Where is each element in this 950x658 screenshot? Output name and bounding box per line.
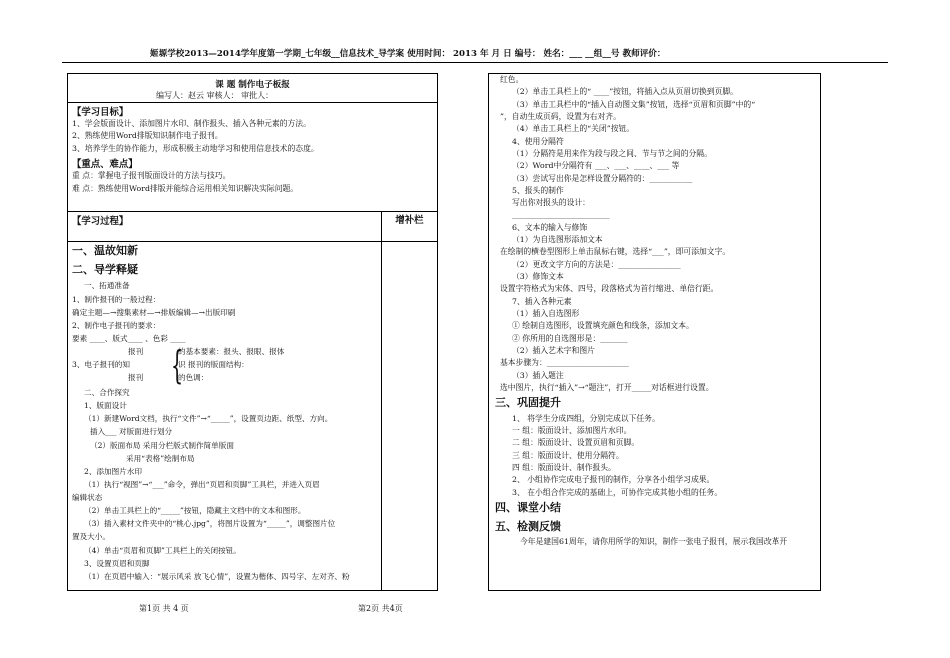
page-number-right: 第2页 共4页	[358, 604, 403, 613]
text-line: （1）插入自选图形	[512, 308, 580, 318]
supplement-heading: 增补栏	[395, 215, 424, 226]
text-line: （2）插入艺术字和图片	[512, 345, 595, 355]
lesson-title: 课 题 制作电子板报	[215, 80, 290, 90]
text-line: 识 报刊的版面结构：	[178, 360, 249, 370]
text-line: 3、 在小组合作完成的基础上，可协作完成其他小组的任务。	[512, 487, 723, 497]
text-line: （3）修饰文本	[512, 272, 564, 281]
text-line: 四 组：版面设计、制作报头。	[512, 463, 616, 473]
text-line: （1）新建Word文档，执行“文件”→“_____”，设置页边距、纸型、方向。	[84, 414, 333, 424]
text-line: 3、设置页眉和页脚	[84, 558, 150, 568]
text-line: 的色调：	[178, 373, 209, 383]
supplement-column	[381, 211, 437, 591]
page-header: 姬塬学校2013—2014学年度第一学期_七年级__信息技术_导学案 使用时间： 2013 年 月 日 编号： 姓名：___ __组__号 教师评价：	[150, 49, 666, 59]
text-line: 写出你对报头的设计：	[512, 198, 590, 208]
goal-item: 2、熟练使用Word排版知识制作电子报刊。	[72, 131, 223, 141]
text-line: 选中图片，执行“插入”→“题注”，打开_____对话框进行设置。	[500, 382, 714, 392]
text-line: 3、电子报刊的知	[72, 360, 130, 370]
text-line: 三 组：版面设计、使用分隔符。	[512, 450, 624, 460]
text-line: 报刊	[128, 347, 144, 356]
brace-right-labels	[178, 345, 284, 384]
text-line: _________________________	[512, 210, 610, 220]
curly-brace-icon: {	[171, 343, 184, 387]
text-line: （2）单击工具栏上的“_____”按钮，隐藏主文档中的文本和图形。	[84, 506, 306, 516]
text-line: 1、版面设计	[84, 401, 127, 411]
text-line: （4）单击“页眉和页脚”工具栏上的关闭按钮。	[84, 545, 241, 555]
text-line: （1）执行“视图”→“___”命令，弹出“页眉和页脚”工具栏，并进入页眉	[84, 479, 320, 489]
goals-block	[68, 102, 437, 195]
header-rule	[62, 62, 888, 63]
text-line: （2）版面布局 采用分栏版式制作简单版面	[90, 440, 234, 450]
text-line: 红色。	[500, 75, 524, 84]
text-line: （3）插入素材文件夹中的“桃心.jpg”，将图片设置为“_____”，调整图片位	[84, 519, 336, 529]
text-line: ”，自动生成页码，设置为右对齐。	[500, 111, 621, 121]
right-column	[488, 73, 821, 591]
text-line: 4、使用分隔符	[512, 136, 564, 146]
section-feedback: 五、检测反馈	[495, 519, 561, 533]
text-line: （4）单击工具栏上的“关闭”按钮。	[512, 124, 635, 134]
text-line: 2、制作电子报刊的要求：	[72, 320, 161, 330]
text-line: （3）插入题注	[512, 370, 564, 380]
writers-line: 编写人：赵云 审核人： 审批人：	[156, 91, 274, 100]
text-line: 二 组：版面设计、设置页眉和页脚。	[512, 438, 640, 448]
text-line: 1、 将学生分成四组，分别完成以下任务。	[512, 413, 660, 423]
section-guide: 二、导学释疑	[72, 262, 138, 276]
text-line: （2）Word中分隔符有 ___、___、____、___ 等	[512, 161, 680, 171]
text-line: 2、添加图片水印	[84, 466, 142, 476]
text-line: 一 组：版面设计、添加图片水印。	[512, 426, 632, 436]
text-line: 编辑状态	[72, 493, 103, 502]
left-column	[67, 73, 438, 591]
text-line: （1）在页眉中输入：“展示风采 放飞心情”，设置为楷体、四号字、左对齐、粉	[84, 571, 350, 581]
text-line: 5、报头的制作	[512, 185, 564, 195]
text-line: 2、 小组协作完成电子报刊的制作，分享各小组学习成果。	[512, 475, 715, 485]
section-consolidate: 三、巩固提升	[495, 396, 561, 410]
text-line: 基本步骤为：_____________________	[500, 358, 629, 368]
text-line: ② 你所用的自选图形是：_______	[512, 333, 628, 343]
key-item: 重 点：掌握电子报刊版面设计的方法与技巧。	[72, 171, 231, 181]
text-line: 置及大小。	[72, 532, 110, 542]
text-line: （2）更改文字方向的方法是：________________	[512, 259, 681, 269]
text-line: （1）分隔符是用来作为段与段之间、节与节之间的分隔。	[512, 148, 712, 158]
key-heading: 【重点、难点】	[72, 159, 138, 171]
text-line: 的基本要素：报头、报眼、报体	[178, 347, 285, 356]
text-line: 今年是建国61周年，请你用所学的知识，制作一张电子报刊，展示我国改革开	[520, 537, 788, 547]
text-line: 二、合作探究	[84, 388, 130, 397]
text-line: （3）尝试写出你是怎样设置分隔符的：___________	[512, 173, 693, 183]
goal-item: 3、培养学生的协作能力，形成积极主动地学习和使用信息技术的态度。	[72, 143, 319, 153]
text-line: （3）单击工具栏中的“插入自动图文集”按钮，选择“页眉和页脚”中的“	[512, 99, 756, 109]
goals-heading: 【学习目标】	[72, 107, 129, 118]
text-line: （2）单击工具栏上的“ ____”按钮，将插入点从页眉切换到页脚。	[512, 87, 738, 97]
text-line: 插入___ 对版面进行划分	[90, 427, 173, 437]
goal-item: 1、学会版面设计、添加图片水印、制作报头、插入各种元素的方法。	[72, 119, 311, 128]
text-line: 确定主题—→搜集素材—→排版编辑—→出版印刷	[72, 307, 236, 317]
section-review: 一、温故知新	[72, 244, 138, 257]
text-line: 一、拓通准备	[84, 281, 130, 291]
brace-left-labels	[72, 345, 143, 384]
text-line: 在绘制的横卷型图形上单击鼠标右键，选择“___”，即可添加文字。	[500, 247, 731, 257]
key-item: 难 点：熟练使用Word排版并能综合运用相关知识解决实际问题。	[72, 183, 299, 193]
text-line: （1）为自选图形添加文本	[512, 235, 603, 245]
text-line: 采用“表格”绘制布局	[126, 453, 195, 463]
text-line: ① 绘制自选图形，设置填充颜色和线条，添加文本。	[512, 321, 694, 331]
text-line: 7、插入各种元素	[512, 296, 572, 306]
text-line: 6、文本的输入与修饰	[512, 222, 588, 232]
page-number-left: 第1页 共 4 页	[139, 604, 189, 613]
section-summary: 四、课堂小结	[495, 501, 561, 514]
brace-group	[68, 345, 382, 386]
process-body	[68, 242, 382, 583]
text-line: 1、制作报刊的一般过程：	[72, 294, 161, 304]
text-line: 报刊	[128, 373, 144, 383]
process-heading: 【学习过程】	[68, 212, 437, 242]
text-line: 要素 ____、版式____ 、色彩 ____	[72, 333, 186, 343]
text-line: 设置字符格式为宋体、四号，段落格式为首行缩进、单倍行距。	[500, 284, 719, 294]
